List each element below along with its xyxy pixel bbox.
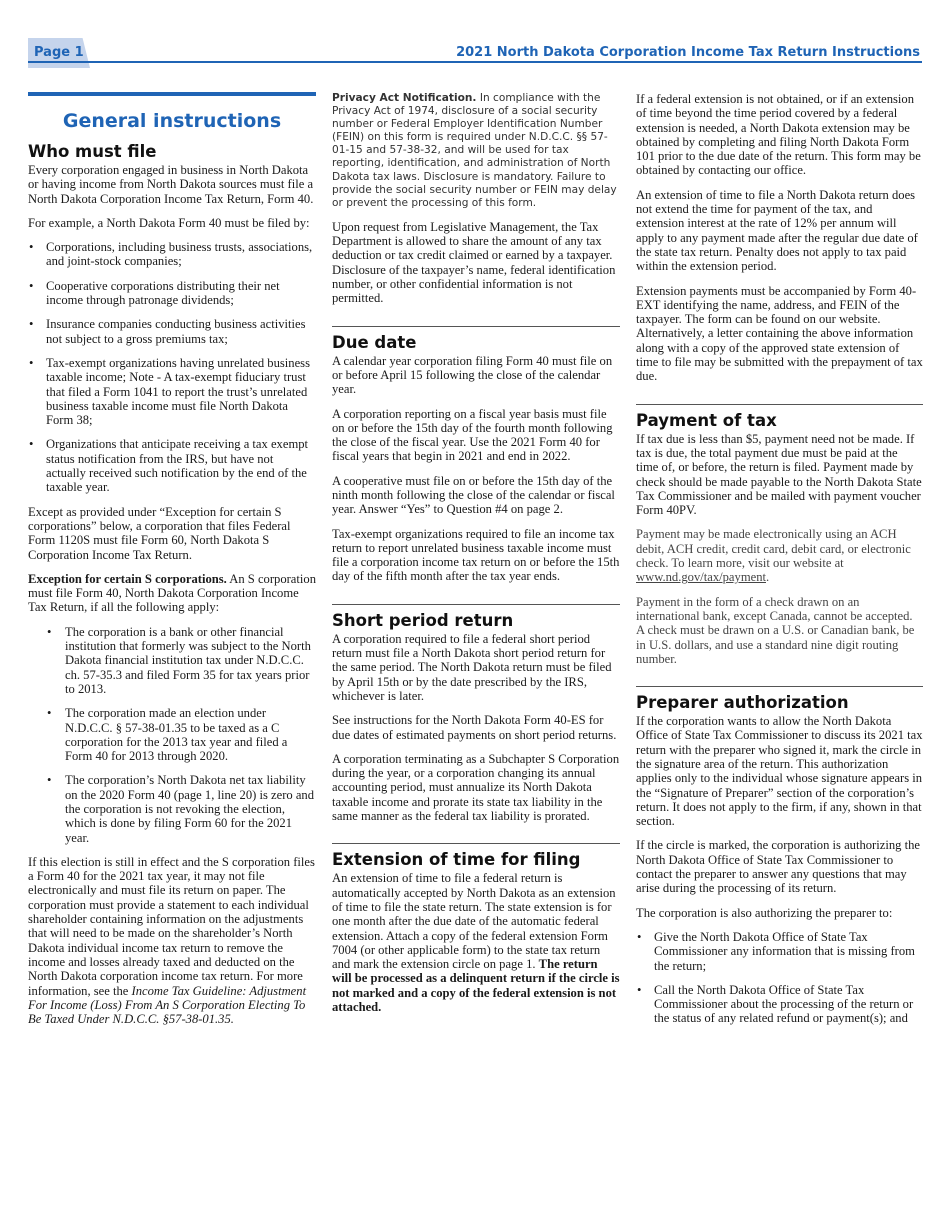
paragraph: The corporation is also authorizing the preparer to: bbox=[636, 905, 893, 920]
list-item: • The corporation made an election under N.D.C.C. § 57-38-01.35 to be taxed as a C corporation for the 2013 tax year and filed a Form 40 for 2013 through 2020. bbox=[28, 706, 316, 763]
paragraph: A corporation reporting on a fiscal year basis must file on or before the 15th day of the fourth month following the close of the fiscal year. Use the 2021 Form 40 for fiscal years that begin in 2021 and end in 2022. bbox=[332, 406, 613, 464]
paragraph: If tax due is less than $5, payment need not be made. If tax is due, the total payment due must be paid at the time of, or before, the return is filed. Payment made by check should be made payable to the North Dakota State Tax Commissioner and be mailed with payment voucher Form 40PV. bbox=[636, 431, 922, 518]
privacy-bold: Privacy Act Notification. bbox=[332, 92, 477, 104]
list-item: • Insurance companies conducting business activities not subject to a gross premiums tax; bbox=[28, 317, 316, 346]
preparer-list bbox=[636, 930, 923, 1026]
list-item: • The corporation’s North Dakota net tax liability on the 2020 Form 40 (page 1, line 20) is zero and the corporation is not revoking the election, which is done by filing Form 60 for the 2021 year. bbox=[28, 773, 316, 844]
paragraph: Every corporation engaged in business in North Dakota or having income from North Dakota sources must file a North Dakota Corporation Income Tax Return, Form 40. bbox=[28, 163, 314, 206]
heading-preparer-authorization: Preparer authorization bbox=[636, 693, 849, 713]
exception-text: An S corporation must file Form 40, North Dakota Corporation Income Tax Return, if all the following apply: bbox=[28, 571, 316, 615]
heading-who-must-file: Who must file bbox=[28, 142, 157, 161]
paragraph: See instructions for the North Dakota Form 40-ES for due dates of estimated payments on short period returns. bbox=[332, 713, 617, 742]
heading-due-date: Due date bbox=[332, 332, 417, 352]
privacy-text: In compliance with the Privacy Act of 1974, disclosure of a social security number or Federal Employer Identification Number (FEIN) on this form is required under N.D.C.C. §§ 57-01-15 and 57-38-32, and will be used for tax reporting, identification, and administration of North Dakota tax laws. Disclosure is mandatory. Failure to provide the social security number or FEIN may delay or prevent the processing of this form. bbox=[332, 92, 617, 209]
heading-short-period-return: Short period return bbox=[332, 610, 514, 630]
section-payment-of-tax bbox=[636, 404, 923, 666]
list-item: • Tax-exempt organizations having unrelated business taxable income; Note - A tax-exempt fiduciary trust that filed a Form 1041 to report the trust’s unrelated business taxable income must file North Dakota Form 38; bbox=[28, 356, 316, 427]
section-short-period-return bbox=[332, 604, 620, 824]
exception-bold: Exception for certain S corporations. bbox=[28, 571, 227, 586]
paragraph bbox=[332, 871, 620, 1014]
election-text: If this election is still in effect and the S corporation files a Form 40 for the 2021 tax year, it may not file electronically and must file its return on paper. The corporation must provide a statement to each individual shareholder containing information on the adjustments that will need to be made on the shareholder’s North Dakota individual income tax return to remove the income and losses already taxed and deducted on the North Dakota corporation income tax return. For more information, see the bbox=[28, 854, 315, 998]
paragraph: Extension payments must be accompanied by Form 40-EXT identifying the name, address, and FEIN of the taxpayer. The form can be found on our website. Alternatively, a letter containing the above information along with a copy of the approved state extension of time to file may be submitted with the prepayment of tax due. bbox=[636, 283, 923, 384]
extension-warning: The return will be processed as a delinquent return if the circle is not marked and a copy of the federal extension is not attached. bbox=[332, 957, 620, 1015]
paragraph: If the corporation wants to allow the North Dakota Office of State Tax Commissioner to discuss its 2021 tax return with the preparer who signed it, mark the circle in the signature area of the return. This authorization applies only to the individual whose signature appears in the “Signature of Preparer” section of the corporation’s return. It does not apply to the firm, if any, shown in that section. bbox=[636, 714, 923, 829]
paragraph bbox=[28, 572, 316, 615]
paragraph: Except as provided under “Exception for certain S corporations” below, a corporation that files Federal Form 1120S must file Form 60, North Dakota S Corporation Income Tax Return. bbox=[28, 504, 291, 562]
list-item: • Cooperative corporations distributing their net income through patronage dividends; bbox=[28, 279, 316, 308]
paragraph bbox=[636, 527, 923, 584]
who-must-file-list bbox=[28, 240, 316, 494]
page-number-label: Page 1 bbox=[34, 45, 84, 60]
paragraph: An extension of time to file a North Dakota return does not extend the time for payment of the tax, and extension interest at the rate of 12% per annum will apply to any payment made after the regular due date of the state tax return. Penalty does not apply to tax paid within the extension period. bbox=[636, 187, 918, 274]
page-header bbox=[28, 38, 922, 68]
paragraph: A cooperative must file on or before the 15th day of the ninth month following the close of the calendar or fiscal year. Answer “Yes” to Question #4 on page 2. bbox=[332, 473, 615, 517]
extension-text: An extension of time to file a federal return is automatically accepted by North Dakota as an extension of time to file the state return. The state extension is for one month after the due date of the automatic federal extension. Attach a copy of the federal extension Form 7004 (or other applicable form) to the state tax return and mark the extension circle on page 1. bbox=[332, 871, 616, 972]
paragraph: A corporation required to file a federal short period return must file a North Dakota short period return for the same period. The North Dakota return must be filed by April 15th or by the date prescribed by the IRS, whichever is later. bbox=[332, 631, 612, 703]
title-bar bbox=[28, 92, 316, 96]
paragraph: If the circle is marked, the corporation is authorizing the North Dakota Office of State Tax Commissioner to contact the preparer to answer any questions that may arise during the processing of its return. bbox=[636, 838, 920, 896]
paragraph bbox=[28, 855, 316, 1027]
paragraph: A corporation terminating as a Subchapter S Corporation during the year, or a corporation changing its annual accounting period, must annualize its North Dakota taxable income and prorate its state tax liability in the same manner as the federal tax liability is prorated. bbox=[332, 751, 620, 824]
header-rule bbox=[28, 61, 922, 63]
guideline-reference: Income Tax Guideline: Adjustment For Income (Loss) From An S Corporation Electing To Be Taxed Under N.D.C.C. §57-38-01.35. bbox=[28, 983, 307, 1027]
list-item: • Give the North Dakota Office of State Tax Commissioner any information that is missing from the return; bbox=[636, 930, 923, 973]
payment-link[interactable]: www.nd.gov/tax/payment bbox=[636, 570, 766, 585]
payment-text: Payment may be made electronically using an ACH debit, ACH credit, credit card, debit card, or electronic check. To learn more, visit our website at bbox=[636, 527, 911, 571]
list-item: • The corporation is a bank or other financial institution that formerly was subject to the North Dakota financial institution tax under N.D.C.C. ch. 57-35.3 and filed Form 35 for tax years prior to 2013. bbox=[28, 625, 316, 696]
paragraph: Payment in the form of a check drawn on an international bank, except Canada, cannot be accepted. A check must be drawn on a U.S. or Canadian bank, be in U.S. dollars, and use a standard nine digit routing number. bbox=[636, 594, 915, 666]
paragraph: If a federal extension is not obtained, or if an extension of time beyond the time period covered by a federal extension is needed, a North Dakota extension may be obtained by completing and filing North Dakota Form 101 prior to the due date of the return. This form may be obtained by contacting our office. bbox=[636, 92, 921, 178]
paragraph: A calendar year corporation filing Form 40 must file on or before April 15 following the close of the calendar year. bbox=[332, 353, 613, 397]
heading-extension: Extension of time for filing bbox=[332, 850, 581, 870]
list-item: • Corporations, including business trusts, associations, and joint-stock companies; bbox=[28, 240, 316, 269]
payment-text-end: . bbox=[766, 570, 770, 585]
paragraph: Upon request from Legislative Management, the Tax Department is allowed to share the amount of any tax deduction or tax credit claimed or earned by a taxpayer. Disclosure of the taxpayer’s name, federal identification number, or other confidential information is not permitted. bbox=[332, 219, 616, 306]
section-preparer-authorization bbox=[636, 686, 923, 1026]
column-3 bbox=[636, 92, 923, 1036]
heading-payment-of-tax: Payment of tax bbox=[636, 410, 777, 430]
paragraph: Tax-exempt organizations required to file an income tax return to report unrelated business taxable income must file a corporation income tax return on or before the 15th day of the fifth month after the tax year ends. bbox=[332, 526, 620, 584]
list-item: • Call the North Dakota Office of State Tax Commissioner about the processing of the return or the status of any related refund or payment(s); and bbox=[636, 983, 923, 1026]
section-extension bbox=[332, 843, 620, 1014]
section-due-date bbox=[332, 326, 620, 584]
privacy-notice bbox=[332, 92, 620, 210]
list-item: • Organizations that anticipate receiving a tax exempt status notification from the IRS, but have not actually received such notification by the end of the taxable year. bbox=[28, 437, 316, 494]
paragraph: For example, a North Dakota Form 40 must be filed by: bbox=[28, 215, 310, 230]
column-1 bbox=[28, 92, 316, 1036]
document-title: 2021 North Dakota Corporation Income Tax Return Instructions bbox=[456, 45, 920, 60]
column-2 bbox=[332, 92, 620, 1024]
section-title-general-instructions: General instructions bbox=[62, 110, 282, 132]
exception-list bbox=[28, 625, 316, 845]
